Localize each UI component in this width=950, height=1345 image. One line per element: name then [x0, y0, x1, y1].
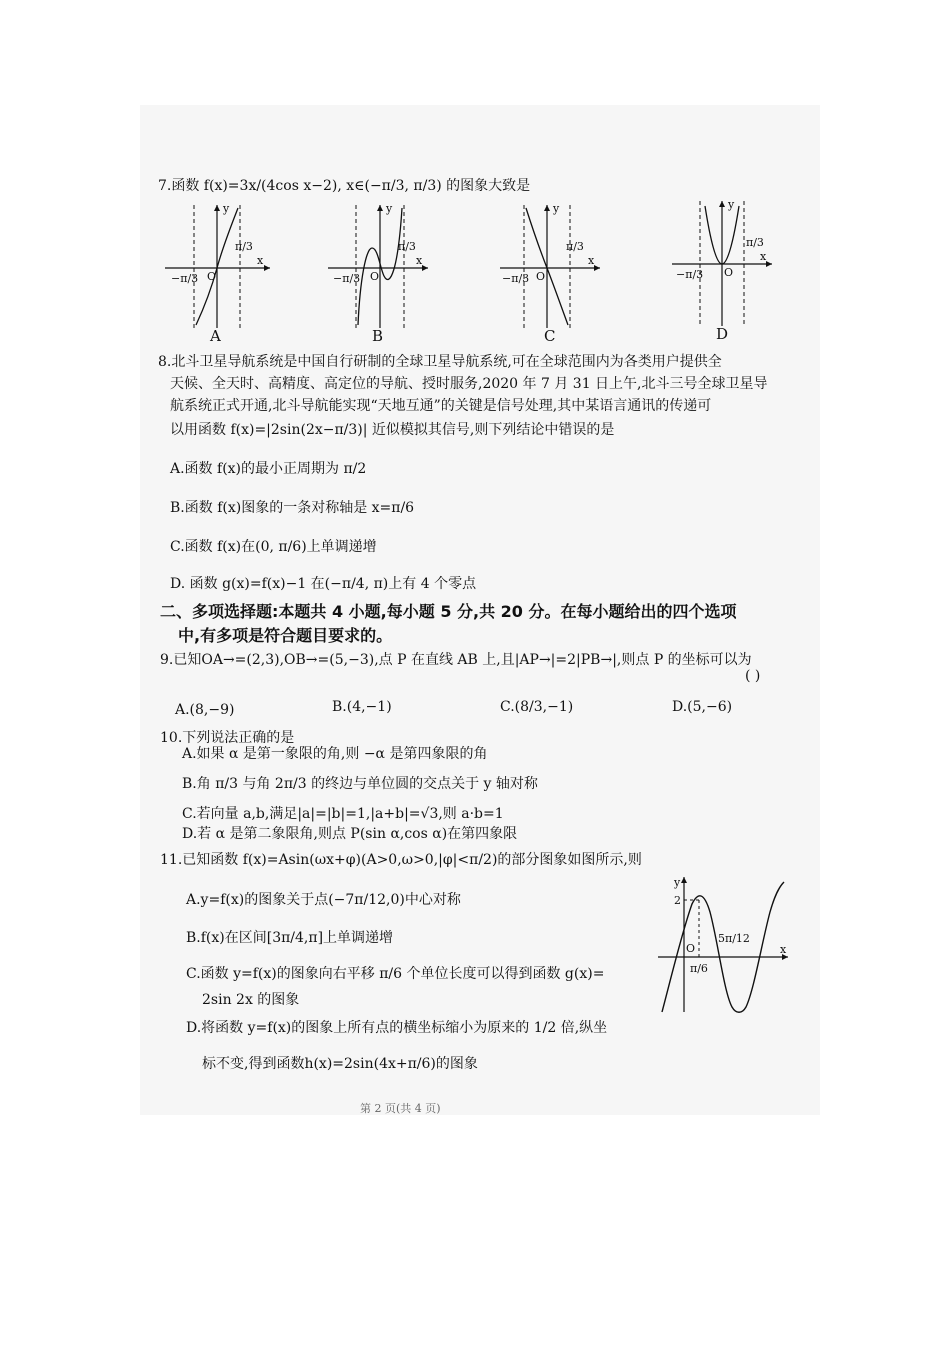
- origin-label: O: [370, 270, 380, 283]
- q9-option-d: D.(5,−6): [672, 699, 733, 715]
- left-tick: −π/3: [333, 272, 361, 285]
- q11-sine-graph: [658, 872, 793, 1017]
- q9-option-b: B.(4,−1): [332, 699, 392, 715]
- x-label: x: [780, 943, 787, 956]
- q7-graph-a: [165, 200, 275, 330]
- right-tick: π/3: [566, 240, 584, 253]
- q10-option-d: D.若 α 是第二象限角,则点 P(sin α,cos α)在第四象限: [182, 826, 518, 842]
- origin-label: O: [686, 942, 696, 955]
- q8-line2: 天候、全天时、高精度、高定位的导航、授时服务,2020 年 7 月 31 日上午,北斗三号全球卫星导: [170, 376, 768, 392]
- q10-option-c: C.若向量 a,b,满足|a|=|b|=1,|a+b|=√3,则 a·b=1: [182, 806, 504, 822]
- q7-graph-d: [672, 198, 782, 328]
- q9-answer-paren: ( ): [745, 668, 761, 684]
- left-tick: −π/3: [676, 268, 704, 281]
- origin-label: O: [207, 270, 217, 283]
- q11-option-d-line2: 标不变,得到函数h(x)=2sin(4x+π/6)的图象: [202, 1056, 478, 1072]
- page-footer: 第 2 页(共 4 页): [360, 1102, 441, 1115]
- q7-label-a: A: [210, 327, 221, 345]
- q10-option-b: B.角 π/3 与角 2π/3 的终边与单位圆的交点关于 y 轴对称: [182, 776, 538, 792]
- section-heading-line1: 二、多项选择题:本题共 4 小题,每小题 5 分,共 20 分。在每小题给出的四个选项: [160, 602, 737, 621]
- right-tick: π/3: [746, 236, 764, 249]
- y-label: y: [386, 202, 393, 215]
- y-label: y: [728, 198, 735, 211]
- origin-label: O: [536, 270, 546, 283]
- q11-stem: 11.已知函数 f(x)=Asin(ωx+φ)(A>0,ω>0,|φ|<π/2)的部分图象如图所示,则: [160, 852, 642, 868]
- y-label: y: [674, 876, 681, 889]
- q11-option-a: A.y=f(x)的图象关于点(−7π/12,0)中心对称: [186, 892, 461, 908]
- q11-option-c-line1: C.函数 y=f(x)的图象向右平移 π/6 个单位长度可以得到函数 g(x)=: [186, 966, 605, 982]
- q8-line1: 8.北斗卫星导航系统是中国自行研制的全球卫星导航系统,可在全球范围内为各类用户提供全: [158, 354, 722, 370]
- q10-option-a: A.如果 α 是第一象限的角,则 −α 是第四象限的角: [182, 746, 488, 762]
- q9-option-c: C.(8/3,−1): [500, 699, 574, 715]
- left-tick: −π/3: [171, 272, 199, 285]
- q8-line4: 以用函数 f(x)=|2sin(2x−π/3)| 近似模拟其信号,则下列结论中错误的是: [170, 422, 615, 438]
- origin-label: O: [724, 266, 734, 279]
- x-label: x: [257, 254, 264, 267]
- y-label: y: [223, 202, 230, 215]
- q7-stem: 7.函数 f(x)=3x/(4cos x−2), x∈(−π/3, π/3) 的图象大致是: [158, 178, 531, 194]
- q11-option-c-line2: 2sin 2x 的图象: [202, 992, 300, 1008]
- right-tick: π/3: [235, 240, 253, 253]
- x-label: x: [416, 254, 423, 267]
- q11-option-b: B.f(x)在区间[3π/4,π]上单调递增: [186, 930, 394, 946]
- tick-pi-6: π/6: [690, 962, 708, 975]
- x-label: x: [760, 250, 767, 263]
- q7-label-b: B: [372, 327, 384, 345]
- y-label: y: [553, 202, 560, 215]
- q8-line3: 航系统正式开通,北斗导航能实现“天地互通”的关键是信号处理,其中某语言通讯的传递可: [170, 398, 712, 414]
- q9-option-a: A.(8,−9): [175, 702, 235, 718]
- q7-label-d: D: [716, 325, 729, 343]
- q11-option-d-line1: D.将函数 y=f(x)的图象上所有点的横坐标缩小为原来的 1/2 倍,纵坐: [186, 1020, 608, 1036]
- left-tick: −π/3: [502, 272, 530, 285]
- q9-stem: 9.已知OA→=(2,3),OB→=(5,−3),点 P 在直线 AB 上,且|AP→|=2|PB→|,则点 P 的坐标可以为: [160, 652, 752, 668]
- q7-label-c: C: [544, 327, 556, 345]
- peak-label: 2: [674, 894, 681, 907]
- q8-option-d: D. 函数 g(x)=f(x)−1 在(−π/4, π)上有 4 个零点: [170, 576, 477, 592]
- q7-graph-c: [500, 200, 610, 330]
- section-heading-line2: 中,有多项是符合题目要求的。: [178, 626, 393, 645]
- right-tick: π/3: [398, 240, 416, 253]
- q10-stem: 10.下列说法正确的是: [160, 730, 295, 746]
- q8-option-c: C.函数 f(x)在(0, π/6)上单调递增: [170, 539, 377, 555]
- q8-option-b: B.函数 f(x)图象的一条对称轴是 x=π/6: [170, 500, 415, 516]
- tick-5pi-12: 5π/12: [718, 932, 750, 945]
- x-label: x: [588, 254, 595, 267]
- q7-graph-b: [328, 200, 438, 330]
- q8-option-a: A.函数 f(x)的最小正周期为 π/2: [170, 461, 367, 477]
